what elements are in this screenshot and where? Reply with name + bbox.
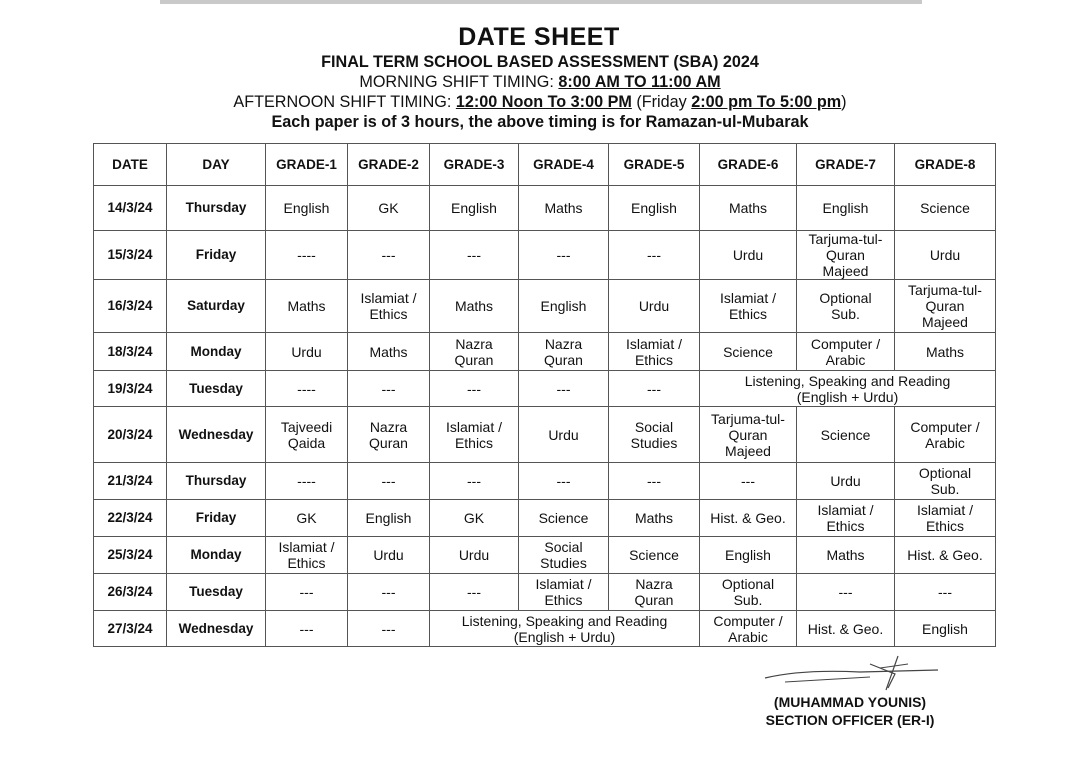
afternoon-shift-label: AFTERNOON SHIFT TIMING: — [233, 93, 456, 111]
table-cell: --- — [519, 371, 609, 407]
column-header: DAY — [167, 144, 266, 186]
table-cell: English — [797, 186, 895, 231]
morning-shift-label: MORNING SHIFT TIMING: — [359, 73, 559, 91]
table-cell: --- — [797, 574, 895, 611]
table-cell: Maths — [609, 500, 700, 537]
table-cell: Tarjuma-tul- Quran Majeed — [797, 231, 895, 280]
morning-shift-time: 8:00 AM TO 11:00 AM — [558, 73, 721, 91]
table-cell: Science — [609, 537, 700, 574]
table-cell: --- — [266, 611, 348, 647]
table-cell: Wednesday — [167, 611, 266, 647]
table-row — [94, 333, 996, 371]
table-cell: --- — [430, 463, 519, 500]
table-cell: GK — [266, 500, 348, 537]
table-cell: Computer / Arabic — [895, 407, 996, 463]
table-cell: Urdu — [266, 333, 348, 371]
table-cell: English — [700, 537, 797, 574]
table-cell: Social Studies — [519, 537, 609, 574]
table-row — [94, 280, 996, 333]
table-cell: Tajveedi Qaida — [266, 407, 348, 463]
table-row — [94, 574, 996, 611]
table-cell: Social Studies — [609, 407, 700, 463]
table-cell: --- — [430, 231, 519, 280]
table-cell: English — [430, 186, 519, 231]
table-cell: Computer / Arabic — [797, 333, 895, 371]
signatory-name: (MUHAMMAD YOUNIS) — [773, 694, 927, 710]
column-header: GRADE-2 — [348, 144, 430, 186]
table-cell: Urdu — [609, 280, 700, 333]
table-cell: Monday — [167, 333, 266, 371]
column-header: GRADE-8 — [895, 144, 996, 186]
date-sheet-table — [93, 143, 996, 647]
column-header: GRADE-3 — [430, 144, 519, 186]
table-row — [94, 463, 996, 500]
table-cell: Thursday — [167, 463, 266, 500]
table-cell: --- — [609, 231, 700, 280]
table-cell: 14/3/24 — [94, 186, 167, 231]
table-cell: 27/3/24 — [94, 611, 167, 647]
table-cell: Maths — [266, 280, 348, 333]
table-cell: --- — [430, 574, 519, 611]
afternoon-shift-line — [0, 92, 1080, 112]
table-cell: --- — [266, 574, 348, 611]
table-cell: --- — [609, 463, 700, 500]
table-cell: Maths — [700, 186, 797, 231]
table-body — [94, 186, 996, 647]
column-header: DATE — [94, 144, 167, 186]
table-cell: --- — [430, 371, 519, 407]
table-cell: English — [609, 186, 700, 231]
table-cell: Science — [895, 186, 996, 231]
table-cell: Friday — [167, 500, 266, 537]
table-cell: Tuesday — [167, 371, 266, 407]
table-cell: Islamiat / Ethics — [797, 500, 895, 537]
table-cell: Islamiat / Ethics — [430, 407, 519, 463]
signatory-designation: SECTION OFFICER (ER-I) — [765, 712, 935, 728]
table-cell: Urdu — [700, 231, 797, 280]
top-scan-edge — [160, 0, 922, 4]
table-cell: Urdu — [895, 231, 996, 280]
table-cell: Saturday — [167, 280, 266, 333]
table-cell: ---- — [266, 231, 348, 280]
friday-shift-time: 2:00 pm To 5:00 pm — [691, 93, 842, 111]
table-cell: --- — [519, 463, 609, 500]
table-row — [94, 611, 996, 647]
table-cell: Islamiat / Ethics — [348, 280, 430, 333]
duration-note: Each paper is of 3 hours, the above timing is for Ramazan-ul-Mubarak — [271, 113, 809, 131]
table-row — [94, 186, 996, 231]
table-cell: Islamiat / Ethics — [519, 574, 609, 611]
table-cell: Urdu — [519, 407, 609, 463]
table-cell: Nazra Quran — [519, 333, 609, 371]
table-cell: English — [348, 500, 430, 537]
table-cell: ---- — [266, 463, 348, 500]
table-cell: Computer / Arabic — [700, 611, 797, 647]
table-cell: 25/3/24 — [94, 537, 167, 574]
table-cell: Urdu — [348, 537, 430, 574]
table-cell: Science — [797, 407, 895, 463]
table-cell: Science — [519, 500, 609, 537]
table-cell: Nazra Quran — [348, 407, 430, 463]
table-cell: Hist. & Geo. — [895, 537, 996, 574]
table-cell: Maths — [348, 333, 430, 371]
table-cell: English — [519, 280, 609, 333]
table-cell: --- — [609, 371, 700, 407]
table-cell: 21/3/24 — [94, 463, 167, 500]
table-cell: Islamiat / Ethics — [700, 280, 797, 333]
friday-close: ) — [841, 93, 847, 111]
table-cell: Urdu — [430, 537, 519, 574]
column-header: GRADE-6 — [700, 144, 797, 186]
table-cell: Tarjuma-tul- Quran Majeed — [700, 407, 797, 463]
table-cell: Optional Sub. — [895, 463, 996, 500]
table-row — [94, 537, 996, 574]
table-cell: Maths — [895, 333, 996, 371]
table-cell: --- — [348, 574, 430, 611]
table-row — [94, 371, 996, 407]
table-cell: Monday — [167, 537, 266, 574]
friday-open: (Friday — [631, 93, 692, 111]
table-cell: Hist. & Geo. — [700, 500, 797, 537]
table-cell: English — [895, 611, 996, 647]
table-cell: Islamiat / Ethics — [266, 537, 348, 574]
table-cell: Maths — [797, 537, 895, 574]
table-cell: Science — [700, 333, 797, 371]
signatory-block — [740, 693, 960, 729]
table-row — [94, 500, 996, 537]
table-cell: GK — [430, 500, 519, 537]
table-cell: --- — [348, 231, 430, 280]
date-sheet-header — [0, 22, 1080, 132]
column-header: GRADE-7 — [797, 144, 895, 186]
table-cell: Islamiat / Ethics — [895, 500, 996, 537]
table-cell: 18/3/24 — [94, 333, 167, 371]
table-cell: --- — [348, 371, 430, 407]
table-cell: Nazra Quran — [430, 333, 519, 371]
table-cell: Nazra Quran — [609, 574, 700, 611]
table-cell: --- — [895, 574, 996, 611]
page-subtitle: FINAL TERM SCHOOL BASED ASSESSMENT (SBA) 2024 — [321, 53, 759, 71]
table-cell: GK — [348, 186, 430, 231]
header-row — [94, 144, 996, 186]
table-cell: Hist. & Geo. — [797, 611, 895, 647]
table-cell: Urdu — [797, 463, 895, 500]
table-cell: --- — [348, 611, 430, 647]
table-cell: 15/3/24 — [94, 231, 167, 280]
table-cell: Maths — [519, 186, 609, 231]
table-cell: English — [266, 186, 348, 231]
table-cell: Friday — [167, 231, 266, 280]
table-cell: Optional Sub. — [797, 280, 895, 333]
morning-shift-line — [0, 72, 1080, 92]
afternoon-shift-time: 12:00 Noon To 3:00 PM — [455, 93, 632, 111]
table-cell: 19/3/24 — [94, 371, 167, 407]
table-row — [94, 407, 996, 463]
table-cell: Tarjuma-tul- Quran Majeed — [895, 280, 996, 333]
table-row — [94, 231, 996, 280]
table-cell: Thursday — [167, 186, 266, 231]
column-header: GRADE-4 — [519, 144, 609, 186]
table-cell: 22/3/24 — [94, 500, 167, 537]
table-cell: Listening, Speaking and Reading (English + Urdu) — [700, 371, 996, 407]
table-cell: Optional Sub. — [700, 574, 797, 611]
table-cell: 26/3/24 — [94, 574, 167, 611]
column-header: GRADE-5 — [609, 144, 700, 186]
table-cell: Wednesday — [167, 407, 266, 463]
column-header: GRADE-1 — [266, 144, 348, 186]
signature-mark — [760, 650, 950, 695]
table-cell: --- — [700, 463, 797, 500]
page-title: DATE SHEET — [458, 23, 620, 51]
table-cell: Islamiat / Ethics — [609, 333, 700, 371]
table-cell: --- — [348, 463, 430, 500]
table-cell: 16/3/24 — [94, 280, 167, 333]
table-cell: --- — [519, 231, 609, 280]
table-cell: 20/3/24 — [94, 407, 167, 463]
table-cell: ---- — [266, 371, 348, 407]
table-cell: Tuesday — [167, 574, 266, 611]
table-cell: Listening, Speaking and Reading (English + Urdu) — [430, 611, 700, 647]
table-cell: Maths — [430, 280, 519, 333]
